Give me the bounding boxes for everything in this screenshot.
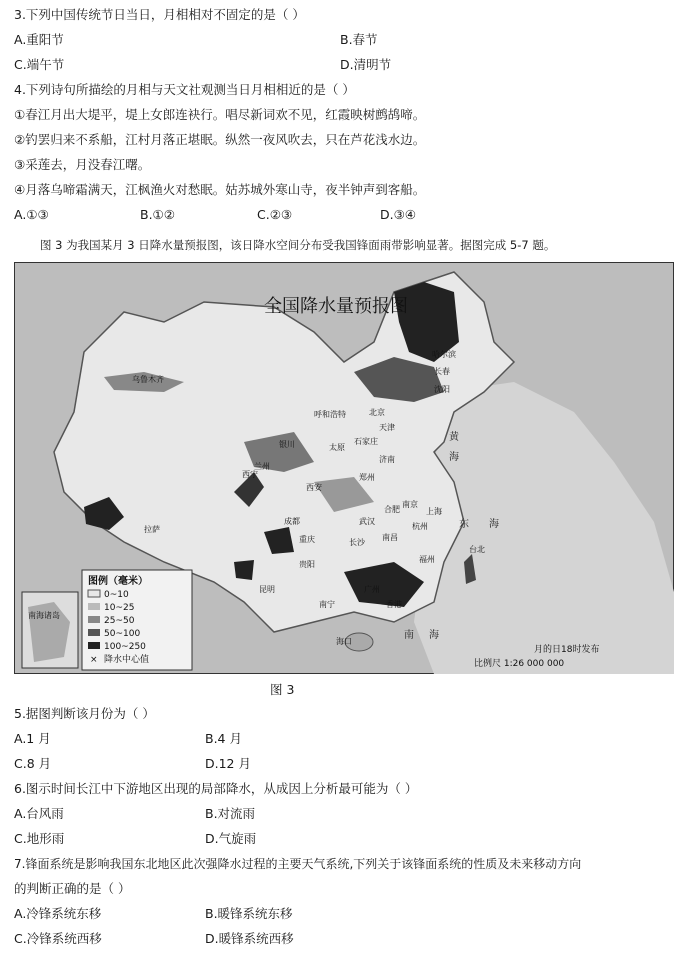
- q4-poem-1: ①春江月出大堤平，堤上女郎连袂行。唱尽新词欢不见，红霞映树鹧鸪啼。: [14, 107, 426, 122]
- city-label: 太原: [329, 443, 345, 452]
- q5-option-b: B.4 月: [205, 731, 242, 746]
- precipitation-map: [14, 262, 674, 674]
- city-label: 济南: [379, 455, 395, 464]
- map-scale: 比例尺 1:26 000 000: [474, 659, 565, 669]
- sea-label: 海: [449, 452, 459, 463]
- city-label: 天津: [379, 423, 395, 432]
- figure-caption: 图 3: [270, 682, 295, 697]
- q4-option-d: D.③④: [380, 207, 417, 222]
- city-label: 福州: [419, 555, 435, 564]
- q6-stem: 6.图示时间长江中下游地区出现的局部降水，从成因上分析最可能为（ ）: [14, 781, 418, 796]
- legend-item: 0~10: [104, 590, 129, 600]
- q5-option-a: A.1 月: [14, 731, 51, 746]
- city-label: 广州: [364, 585, 380, 594]
- city-label: 长春: [434, 367, 450, 376]
- svg-text:×: ×: [90, 655, 98, 665]
- city-label: 西宁: [242, 470, 258, 479]
- legend-title: 图例（毫米）: [88, 576, 148, 587]
- city-label: 昆明: [259, 585, 275, 594]
- q3-option-a: A.重阳节: [14, 32, 64, 47]
- city-label: 长沙: [349, 538, 365, 547]
- city-label: 西安: [306, 483, 322, 492]
- q7-option-a: A.冷锋系统东移: [14, 906, 102, 921]
- city-label: 香港: [386, 600, 402, 609]
- q7-stem-line1: 7.锋面系统是影响我国东北地区此次强降水过程的主要天气系统,下列关于该锋面系统的性质及未来移动方向: [14, 857, 582, 871]
- q6-option-b: B.对流雨: [205, 806, 256, 821]
- city-label: 合肥: [384, 505, 400, 514]
- city-label: 石家庄: [354, 437, 378, 446]
- city-label: 郑州: [359, 473, 375, 482]
- city-label: 台北: [469, 545, 485, 554]
- q4-stem: 4.下列诗句所描绘的月相与天文社观测当日月相相近的是（ ）: [14, 82, 355, 97]
- city-label: 南京: [402, 500, 418, 509]
- map-legend: [82, 570, 192, 670]
- q3-stem: 3.下列中国传统节日当日，月相相对不固定的是（ ）: [14, 7, 305, 22]
- city-label: 上海: [426, 507, 442, 516]
- q5-option-c: C.8 月: [14, 756, 52, 771]
- inset-label: 南海诸岛: [28, 611, 60, 620]
- city-label: 拉萨: [144, 525, 160, 534]
- q4-option-a: A.①③: [14, 207, 49, 222]
- city-label: 哈尔滨: [432, 350, 456, 359]
- q5-option-d: D.12 月: [205, 756, 251, 771]
- sea-label: 海: [489, 519, 499, 530]
- city-label: 银川: [279, 440, 295, 449]
- q5-stem: 5.据图判断该月份为（ ）: [14, 706, 155, 721]
- q3-option-c: C.端午节: [14, 57, 65, 72]
- q6-option-a: A.台风雨: [14, 806, 64, 821]
- q3-option-d: D.清明节: [340, 57, 392, 72]
- city-label: 兰州: [254, 462, 270, 471]
- q6-option-c: C.地形雨: [14, 831, 65, 846]
- city-label: 海口: [336, 637, 352, 646]
- legend-item: 25~50: [104, 616, 135, 626]
- legend-item: 50~100: [104, 629, 141, 639]
- legend-item: 10~25: [104, 603, 135, 613]
- q4-poem-2: ②钓罢归来不系船，江村月落正堪眠。纵然一夜风吹去，只在芦花浅水边。: [14, 132, 426, 147]
- q4-option-b: B.①②: [140, 207, 175, 222]
- sea-label: 海: [429, 630, 439, 641]
- sea-label: 黄: [449, 432, 459, 443]
- city-label: 贵阳: [299, 560, 315, 569]
- city-label: 杭州: [412, 522, 428, 531]
- q7-option-b: B.暖锋系统东移: [205, 906, 293, 921]
- q4-poem-4: ④月落乌啼霜满天，江枫渔火对愁眠。姑苏城外寒山寺，夜半钟声到客船。: [14, 182, 426, 197]
- city-label: 武汉: [359, 517, 375, 526]
- legend-item: 降水中心值: [104, 655, 150, 665]
- legend-item: 100~250: [104, 642, 146, 652]
- sea-label: 东: [459, 519, 469, 530]
- q7-option-c: C.冷锋系统西移: [14, 931, 102, 946]
- sea-label: 南: [404, 630, 414, 641]
- q7-stem-line2: 的判断正确的是（ ）: [14, 881, 131, 896]
- city-label: 乌鲁木齐: [132, 375, 164, 384]
- city-label: 沈阳: [434, 385, 450, 394]
- city-label: 北京: [369, 408, 385, 417]
- city-label: 南昌: [382, 533, 398, 542]
- q7-option-d: D.暖锋系统西移: [205, 931, 294, 946]
- city-label: 呼和浩特: [314, 410, 346, 419]
- q6-option-d: D.气旋雨: [205, 831, 257, 846]
- q4-poem-3: ③采莲去，月没春江曙。: [14, 157, 151, 172]
- q3-option-b: B.春节: [340, 32, 378, 47]
- city-label: 重庆: [299, 535, 315, 544]
- map-footer: 月的日18时发布: [534, 645, 600, 655]
- intro-text: 图 3 为我国某月 3 日降水量预报图，该日降水空间分布受我国锋面雨带影响显著。据图完成 5-7 题。: [40, 238, 556, 252]
- city-label: 成都: [284, 517, 300, 526]
- south-china-sea-inset: [22, 592, 78, 668]
- map-title: 全国降水量预报图: [264, 296, 408, 317]
- city-label: 南宁: [319, 600, 335, 609]
- q4-option-c: C.②③: [257, 207, 293, 222]
